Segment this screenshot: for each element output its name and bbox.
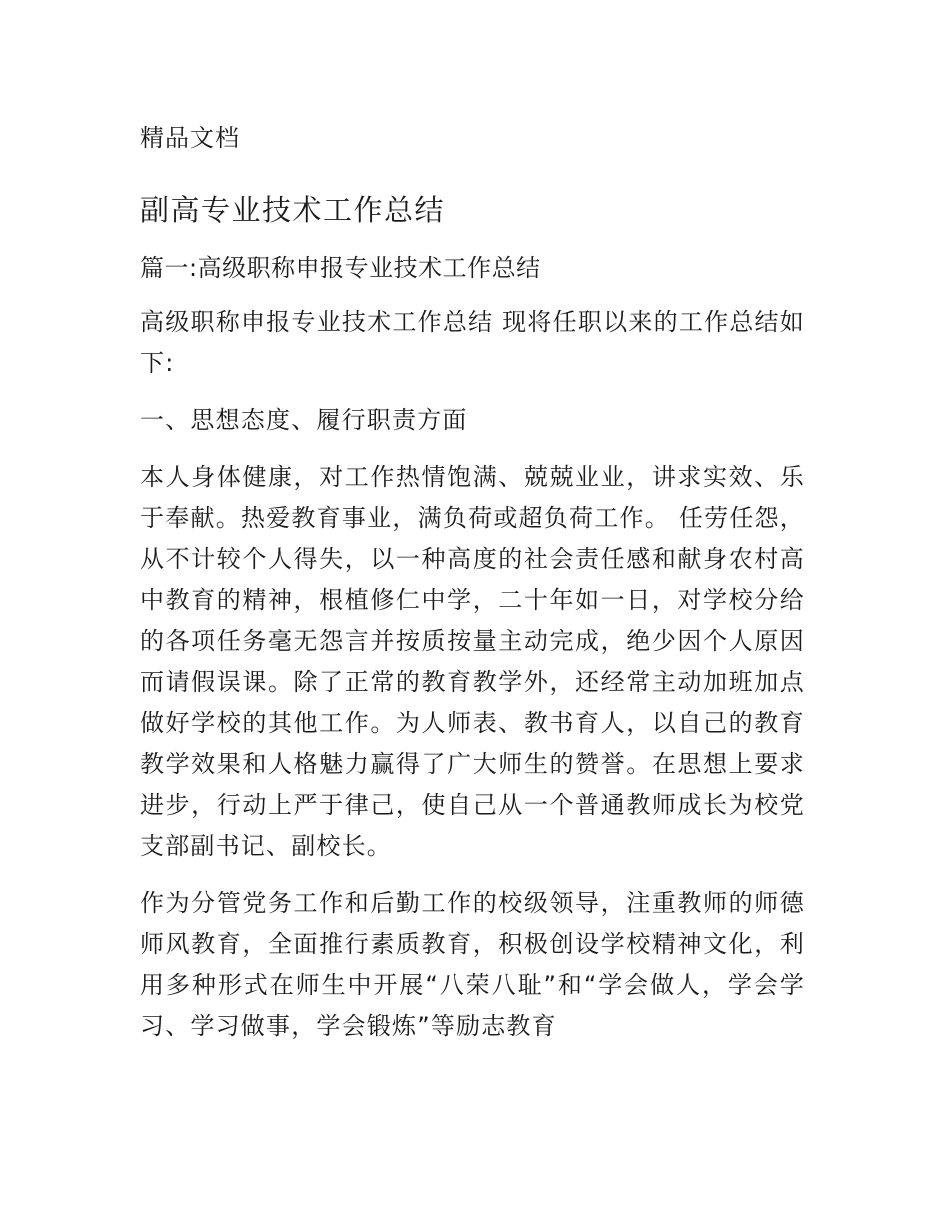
document-body bbox=[140, 118, 805, 1063]
header-label: 精品文档 bbox=[140, 124, 240, 152]
document-subtitle: 篇一:高级职称申报专业技术工作总结 bbox=[140, 254, 541, 282]
document-title: 副高专业技术工作总结 bbox=[140, 193, 446, 227]
intro-paragraph: 高级职称申报专业技术工作总结 现将任职以来的工作总结如下: bbox=[140, 308, 805, 377]
body-paragraph-1: 本人身体健康，对工作热情饱满、兢兢业业，讲求实效、乐于奉献。热爱教育事业，满负荷或超负荷工作。 任劳任怨，从不计较个人得失，以一种高度的社会责任感和献身农村高中教育的精神，根植修仁中学，二十年如一日，对学校分给的各项任务毫无怨言并按质按量主动完成，绝少因个人原因而请假误课。除了正常的教育教学外，还经常主动加班加点做好学校的其他工作。为人师表、教书育人，以自己的教育教学效果和人格魅力赢得了广大师生的赞誉。在思想上要求进步，行动上严于律己，使自己从一个普通教师成长为校党支部副书记、副校长。 bbox=[140, 463, 805, 860]
section-heading: 一、思想态度、履行职责方面 bbox=[140, 406, 468, 434]
body-paragraph-2: 作为分管党务工作和后勤工作的校级领导，注重教师的师德师风教育，全面推行素质教育，积极创设学校精神文化，利用多种形式在师生中开展“八荣八耻”和“学会做人，学会学习、学习做事，学会锻炼”等励志教育 bbox=[140, 889, 805, 1040]
